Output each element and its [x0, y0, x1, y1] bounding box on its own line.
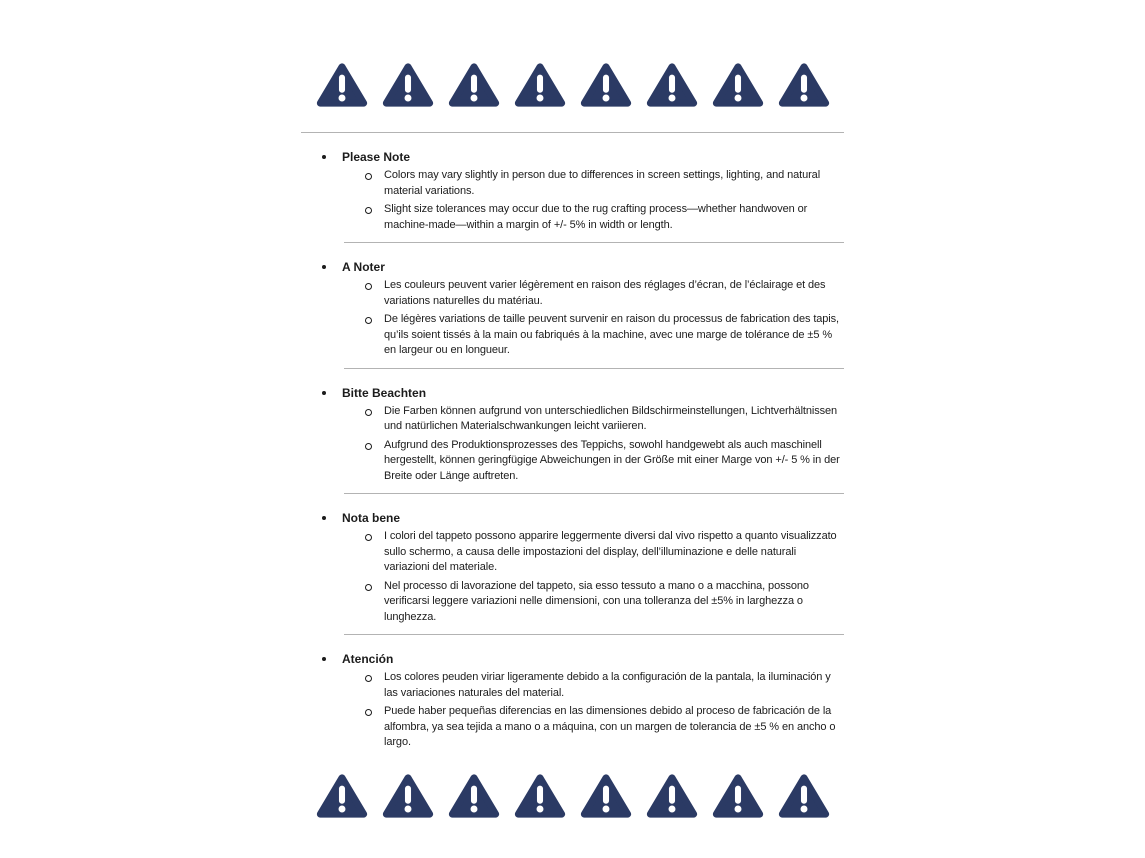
section-heading: Please Note	[342, 150, 411, 164]
note-item	[301, 202, 844, 233]
note-item	[301, 312, 844, 359]
section-heading-line	[301, 385, 844, 401]
section-heading: Nota bene	[342, 511, 401, 525]
section-bitte-beachten	[301, 385, 844, 485]
note-text: Los colores peuden viriar ligeramente debido a la configuración de la pantala, la iluminación y las variaciones naturales del material.	[384, 671, 831, 699]
circle-bullet-icon	[365, 207, 372, 214]
section-divider	[344, 493, 844, 494]
note-text: I colori del tappeto possono apparire leggermente diversi dal vivo rispetto a quanto visualizzato sullo schermo, a causa delle impostazioni del display, dell’illuminazione e delle naturali variazioni del materiale.	[384, 530, 837, 573]
note-text: Puede haber pequeñas diferencias en las dimensiones debido al proceso de fabricación de la alfombra, ya sea tejida a mano o a máquina, con un margen de tolerancia de ±5 % en ancho o largo.	[384, 705, 836, 748]
bullet-icon	[322, 391, 326, 395]
circle-bullet-icon	[365, 443, 372, 450]
section-divider	[344, 368, 844, 369]
warning-triangle-icon	[580, 60, 632, 110]
section-please-note	[301, 149, 844, 233]
warning-triangle-icon	[316, 60, 368, 110]
warning-triangle-icon	[712, 60, 764, 110]
circle-bullet-icon	[365, 409, 372, 416]
note-text: Colors may vary slightly in person due to differences in screen settings, lighting, and natural material variations.	[384, 169, 821, 197]
bullet-icon	[322, 265, 326, 269]
bullet-icon	[322, 657, 326, 661]
section-heading: A Noter	[342, 260, 385, 274]
section-divider	[344, 242, 844, 243]
note-item	[301, 579, 844, 626]
note-item	[301, 168, 844, 199]
warning-triangle-icon	[646, 771, 698, 821]
warning-row-top	[301, 60, 844, 110]
warning-triangle-icon	[448, 771, 500, 821]
top-divider	[301, 132, 844, 133]
note-text: Slight size tolerances may occur due to the rug crafting process—whether handwoven or machine-made—within a margin of +/- 5% in width or length.	[384, 203, 808, 231]
section-heading: Bitte Beachten	[342, 385, 427, 400]
warning-row-bottom	[301, 771, 844, 821]
circle-bullet-icon	[365, 317, 372, 324]
section-nota-bene	[301, 510, 844, 625]
circle-bullet-icon	[365, 534, 372, 541]
section-heading: Atención	[342, 652, 394, 666]
warning-triangle-icon	[382, 60, 434, 110]
section-divider	[344, 634, 844, 635]
circle-bullet-icon	[365, 584, 372, 591]
warning-triangle-icon	[448, 60, 500, 110]
rug-disclaimer-document	[301, 0, 844, 821]
warning-triangle-icon	[712, 771, 764, 821]
section-atencion	[301, 651, 844, 751]
warning-triangle-icon	[514, 60, 566, 110]
note-text: Aufgrund des Produktionsprozesses des Teppichs, sowohl handgewebt als auch maschinell hergestellt, können geringfügige Abweichungen in der Größe mit einer Marge von +/- 5 % in der Breite oder Länge auftreten.	[384, 438, 840, 482]
circle-bullet-icon	[365, 709, 372, 716]
circle-bullet-icon	[365, 675, 372, 682]
warning-triangle-icon	[382, 771, 434, 821]
note-text: De légères variations de taille peuvent survenir en raison du processus de fabrication des tapis, qu’ils soient tissés à la main ou fabriqués à la machine, avec une marge de tolérance de ±5 % en largeur ou en longueur.	[384, 313, 840, 356]
warning-triangle-icon	[580, 771, 632, 821]
warning-triangle-icon	[778, 771, 830, 821]
note-item	[301, 704, 844, 751]
warning-triangle-icon	[316, 771, 368, 821]
circle-bullet-icon	[365, 283, 372, 290]
bullet-icon	[322, 516, 326, 520]
warning-triangle-icon	[514, 771, 566, 821]
section-heading-line	[301, 149, 844, 165]
note-item	[301, 670, 844, 701]
section-heading-line	[301, 651, 844, 667]
note-item	[301, 404, 844, 435]
section-heading-line	[301, 510, 844, 526]
warning-triangle-icon	[646, 60, 698, 110]
note-text: Die Farben können aufgrund von unterschiedlichen Bildschirmeinstellungen, Lichtverhältnissen und natürlichen Materialschwankungen leicht variieren.	[384, 404, 838, 432]
note-item	[301, 438, 844, 485]
section-a-noter	[301, 259, 844, 359]
circle-bullet-icon	[365, 173, 372, 180]
note-text: Nel processo di lavorazione del tappeto, sia esso tessuto a mano o a macchina, possono verificarsi leggere variazioni nelle dimensioni, con una tolleranza del ±5% in larghezza o lunghezza.	[384, 579, 809, 623]
bullet-icon	[322, 155, 326, 159]
warning-triangle-icon	[778, 60, 830, 110]
note-text: Les couleurs peuvent varier légèrement en raison des réglages d’écran, de l’éclairage et des variations naturelles du matériau.	[384, 279, 826, 307]
note-item	[301, 278, 844, 309]
note-item	[301, 529, 844, 576]
section-heading-line	[301, 259, 844, 275]
